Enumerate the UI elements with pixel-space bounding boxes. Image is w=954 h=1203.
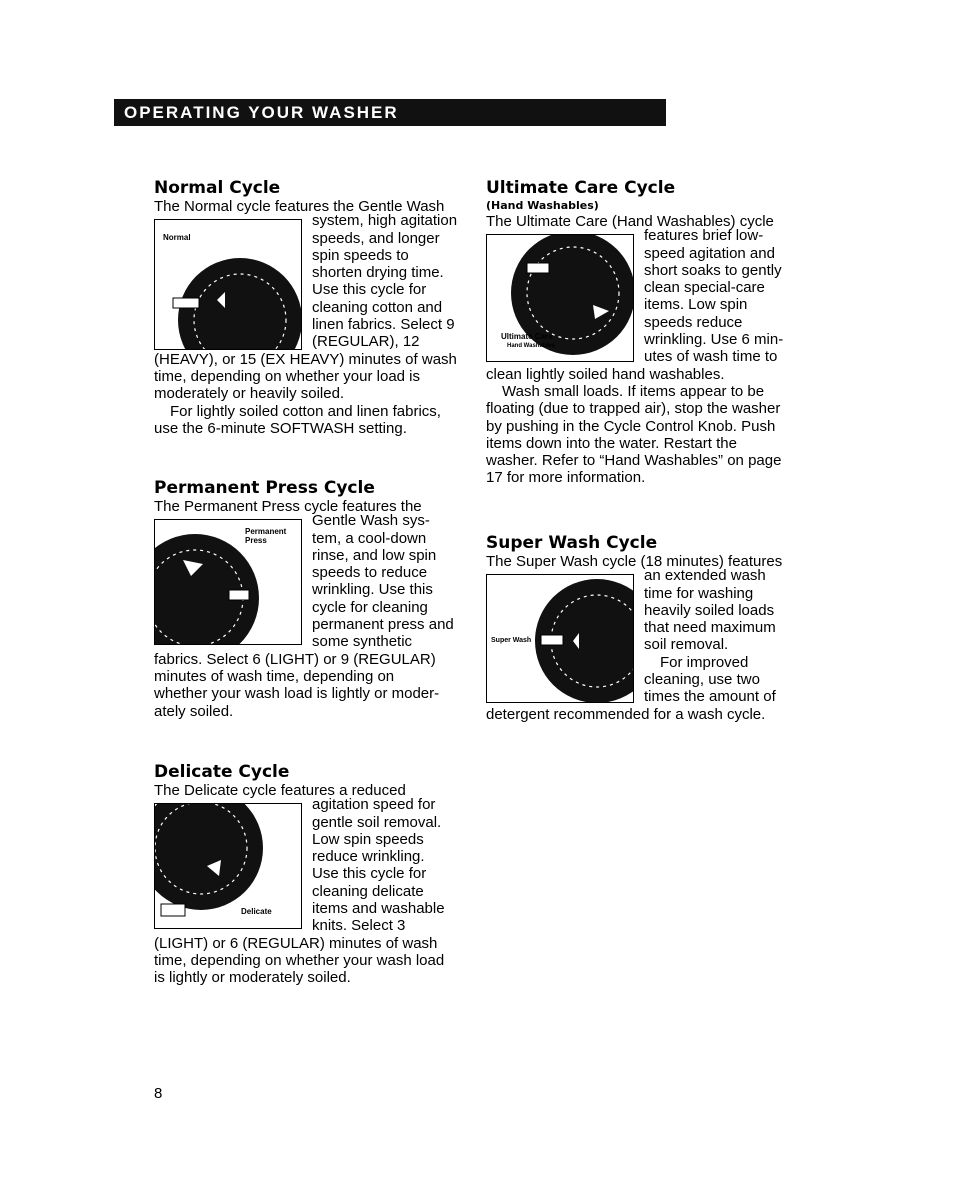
ultimate-care-side-line: clean special-care xyxy=(644,279,765,297)
super-wash-side-line: that need maximum xyxy=(644,619,776,637)
ultimate-care-dial-illustration xyxy=(486,234,634,362)
page-number: 8 xyxy=(154,1085,163,1102)
super-wash-side-line: soil removal. xyxy=(644,636,729,654)
ultimate-care-para2-line: items down into the water. Restart the xyxy=(486,434,737,452)
delicate-side-line: Low spin speeds xyxy=(312,830,424,848)
ultimate-care-dial-label: Hand Washables xyxy=(507,343,555,350)
normal-after-line: moderately or heavily soiled. xyxy=(154,385,345,403)
delicate-after-line: (LIGHT) or 6 (REGULAR) minutes of wash xyxy=(154,934,438,952)
permanent-press-after-line: fabrics. Select 6 (LIGHT) or 9 (REGULAR) xyxy=(154,650,436,668)
permanent-press-side-line: permanent press and xyxy=(312,616,454,634)
super-wash-heading: Super Wash Cycle xyxy=(486,533,658,553)
super-wash-side-line: heavily soiled loads xyxy=(644,601,775,619)
super-wash-side2-line: For improved xyxy=(660,653,749,671)
normal-side-line: system, high agitation xyxy=(312,212,458,230)
normal-side-line: speeds, and longer xyxy=(312,229,440,247)
normal-para2-line: use the 6-minute SOFTWASH setting. xyxy=(154,419,407,437)
ultimate-care-after-line: clean lightly soiled hand washables. xyxy=(486,365,725,383)
delicate-dial-label: Delicate xyxy=(241,907,272,917)
ultimate-care-side-line: features brief low- xyxy=(644,227,764,245)
ultimate-care-subtitle: (Hand Washables) xyxy=(486,199,599,212)
delicate-intro: The Delicate cycle features a reduced xyxy=(154,782,406,799)
normal-side-line: shorten drying time. xyxy=(312,264,444,282)
permanent-press-side-line: speeds to reduce xyxy=(312,564,428,582)
super-wash-dial-illustration xyxy=(486,574,634,703)
normal-side-line: cleaning cotton and xyxy=(312,298,443,316)
ultimate-care-para2-line: floating (due to trapped air), stop the washer xyxy=(486,400,781,418)
ultimate-care-para2-line: Wash small loads. If items appear to be xyxy=(502,382,765,400)
delicate-after-line: is lightly or moderately soiled. xyxy=(154,969,351,987)
delicate-side-line: gentle soil removal. xyxy=(312,813,442,831)
permanent-press-side-line: Gentle Wash sys- xyxy=(312,512,430,530)
normal-side-line: spin speeds to xyxy=(312,246,409,264)
super-wash-side-line: time for washing xyxy=(644,584,754,602)
normal-side-line: linen fabrics. Select 9 xyxy=(312,316,455,334)
normal-para2-line: For lightly soiled cotton and linen fabrics, xyxy=(170,402,441,420)
page-header-title: OPERATING YOUR WASHER xyxy=(124,103,399,122)
ultimate-care-para2-line: washer. Refer to “Hand Washables” on page xyxy=(486,452,782,470)
permanent-press-side-line: cycle for cleaning xyxy=(312,598,428,616)
permanent-press-heading: Permanent Press Cycle xyxy=(154,478,375,498)
permanent-press-side-line: tem, a cool-down xyxy=(312,529,427,547)
normal-dial-illustration xyxy=(154,219,302,350)
normal-side-line: (REGULAR), 12 xyxy=(312,333,420,351)
ultimate-care-para2-line: by pushing in the Cycle Control Knob. Push xyxy=(486,417,776,435)
permanent-press-side-line: wrinkling. Use this xyxy=(312,581,433,599)
normal-cycle-heading: Normal Cycle xyxy=(154,178,281,198)
delicate-side-line: agitation speed for xyxy=(312,796,436,814)
super-wash-side2-line: times the amount of xyxy=(644,688,776,706)
section-super-wash-cycle xyxy=(486,533,782,723)
ultimate-care-side-line: items. Low spin xyxy=(644,296,748,314)
super-wash-side-line: an extended wash xyxy=(644,567,766,585)
section-header-bar xyxy=(114,99,666,126)
normal-after-line: time, depending on whether your load is xyxy=(154,367,421,385)
super-wash-side2-line: cleaning, use two xyxy=(644,671,760,689)
super-wash-dial-label: Super Wash xyxy=(491,637,532,645)
permanent-press-dial-label: Press xyxy=(245,536,267,546)
normal-after-line: (HEAVY), or 15 (EX HEAVY) minutes of wash xyxy=(154,350,457,368)
ultimate-care-side-line: wrinkling. Use 6 min- xyxy=(644,331,784,349)
super-wash-intro: The Super Wash cycle (18 minutes) features xyxy=(486,553,783,570)
permanent-press-intro: The Permanent Press cycle features the xyxy=(154,498,422,515)
permanent-press-after-line: ately soiled. xyxy=(154,702,234,720)
section-ultimate-care-cycle xyxy=(486,178,783,487)
ultimate-care-heading: Ultimate Care Cycle xyxy=(486,178,676,198)
ultimate-care-intro: The Ultimate Care (Hand Washables) cycle xyxy=(486,213,774,230)
permanent-press-dial-label: Permanent xyxy=(245,527,287,537)
permanent-press-side-line: some synthetic xyxy=(312,633,413,651)
ultimate-care-para2-line: 17 for more information. xyxy=(486,469,646,487)
delicate-dial-illustration xyxy=(154,803,302,929)
delicate-side-line: items and washable xyxy=(312,900,445,918)
normal-side-line: Use this cycle for xyxy=(312,281,427,299)
permanent-press-after-line: minutes of wash time, depending on xyxy=(154,667,395,685)
delicate-after-line: time, depending on whether your wash load xyxy=(154,951,445,969)
delicate-side-line: cleaning delicate xyxy=(312,882,424,900)
section-normal-cycle xyxy=(154,178,457,437)
delicate-side-line: Use this cycle for xyxy=(312,865,427,883)
ultimate-care-side-line: utes of wash time to xyxy=(644,348,778,366)
section-permanent-press-cycle xyxy=(154,478,454,720)
ultimate-care-side-line: short soaks to gently xyxy=(644,261,782,279)
permanent-press-after-line: whether your wash load is lightly or moder- xyxy=(154,685,440,703)
permanent-press-side-line: rinse, and low spin xyxy=(312,546,437,564)
ultimate-care-side-line: speeds reduce xyxy=(644,313,743,331)
section-delicate-cycle xyxy=(154,762,445,987)
delicate-side-line: reduce wrinkling. xyxy=(312,848,425,866)
permanent-press-dial-illustration xyxy=(154,519,302,645)
delicate-cycle-heading: Delicate Cycle xyxy=(154,762,290,782)
ultimate-care-dial-label: Ultimate Care xyxy=(501,332,553,342)
delicate-side-line: knits. Select 3 xyxy=(312,917,406,935)
super-wash-after-line: detergent recommended for a wash cycle. xyxy=(486,705,766,723)
normal-intro: The Normal cycle features the Gentle Wash xyxy=(154,198,445,215)
normal-dial-label: Normal xyxy=(163,233,191,243)
ultimate-care-side-line: speed agitation and xyxy=(644,244,775,262)
